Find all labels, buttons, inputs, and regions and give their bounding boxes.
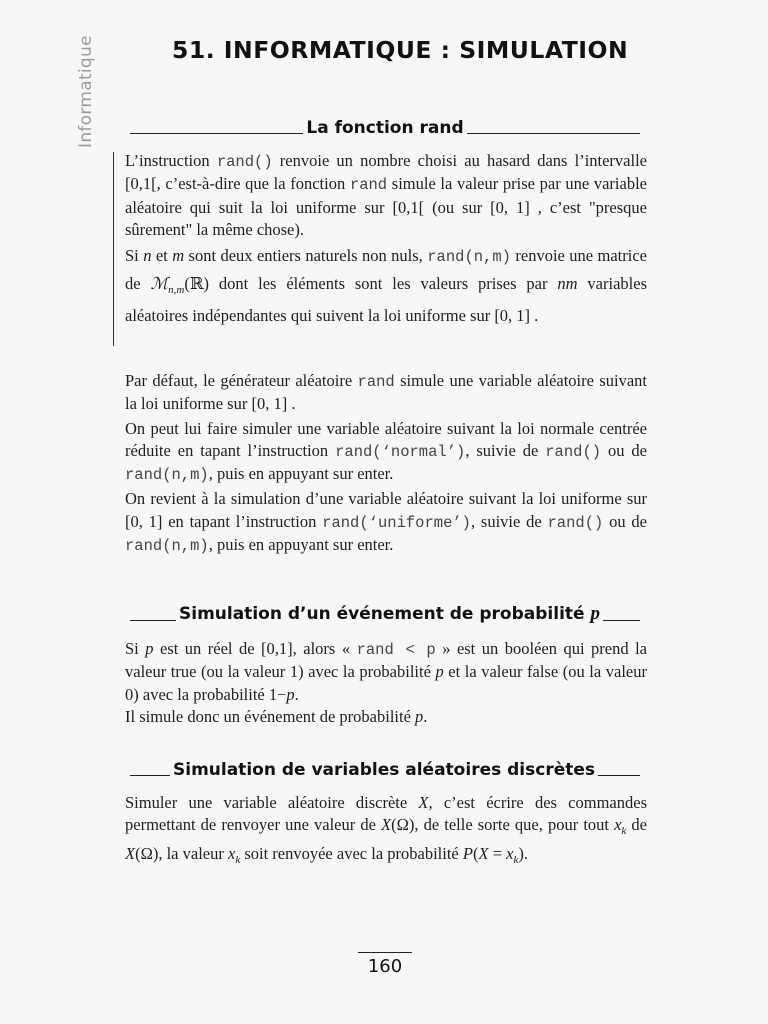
heading-text: Simulation d’un événement de probabilité p bbox=[179, 603, 600, 624]
paragraph: Si p est un réel de [0,1], alors « rand < p » est un booléen qui prend la valeur true (ou la valeur 1) avec la probabilité p et la valeur false (ou la valeur 0) avec la probabilité 1−p. bbox=[125, 639, 647, 704]
margin-rule bbox=[113, 152, 114, 346]
paragraph: L’instruction rand() renvoie un nombre choisi au hasard dans l’intervalle [0,1[, c’est-à-dire que la fonction rand simule la valeur prise par une variable aléatoire qui suit la loi uniforme sur [0,1[ (ou sur [0, 1] , c’est "presque sûrement" la même chose). bbox=[125, 151, 647, 239]
event-section-text bbox=[125, 638, 647, 728]
code-inline: rand() bbox=[545, 442, 602, 461]
code-inline: rand() bbox=[547, 513, 604, 532]
generator-text bbox=[125, 370, 647, 557]
paragraph: Si n et m sont deux entiers naturels non nuls, rand(n,m) renvoie une matrice de ℳ$_{n,m}$(ℝ) dont les éléments sont les valeurs prises par nm variables aléatoires indépendantes qui suivent la loi uniforme sur [0, 1] . bbox=[125, 246, 647, 326]
code-inline: rand bbox=[349, 176, 388, 195]
code-inline: rand(n,m) bbox=[125, 537, 209, 556]
heading-rule-right bbox=[603, 620, 640, 621]
rand-section-text bbox=[125, 150, 647, 330]
code-inline: rand(n,m) bbox=[125, 466, 209, 485]
section-heading-event bbox=[130, 601, 640, 625]
heading-rule-left bbox=[130, 775, 170, 776]
side-tab-label: Informatique bbox=[76, 35, 96, 148]
section-heading-discrete bbox=[130, 756, 640, 780]
code-inline: rand(n,m) bbox=[427, 248, 511, 267]
paragraph: On revient à la simulation d’une variable aléatoire suivant la loi uniforme sur [0, 1] en tapant l’instruction rand(‘uniforme’), suivie de rand() ou de rand(n,m), puis en appuyant sur enter. bbox=[125, 489, 647, 556]
code-inline: rand bbox=[357, 373, 395, 391]
heading-text: La fonction rand bbox=[306, 118, 464, 138]
heading-rule-right bbox=[467, 133, 640, 134]
heading-rule-right bbox=[598, 775, 640, 776]
paragraph: Simuler une variable aléatoire discrète X, c’est écrire des commandes permettant de renvoyer une valeur de X(Ω), de telle sorte que, pour tout $x_k$ de X(Ω), la valeur $x_k$ soit renvoyée avec la probabilité $P(X = x_k)$. bbox=[125, 793, 647, 866]
matrix-space-symbol: ℳ bbox=[150, 273, 169, 293]
page-number: 160 bbox=[358, 952, 412, 977]
code-inline: rand() bbox=[216, 153, 273, 171]
section-heading-rand bbox=[130, 114, 640, 138]
heading-text: Simulation de variables aléatoires discrètes bbox=[173, 760, 596, 780]
heading-rule-left bbox=[130, 133, 303, 134]
discrete-section-text bbox=[125, 792, 647, 871]
chapter-title: 51. INFORMATIQUE : SIMULATION bbox=[172, 36, 629, 64]
heading-rule-left bbox=[130, 620, 176, 621]
code-inline: rand < p bbox=[356, 641, 436, 659]
code-inline: rand(‘uniforme’) bbox=[322, 513, 471, 532]
paragraph: Il simule donc un événement de probabilité p. bbox=[125, 706, 428, 726]
code-inline: rand(‘normal’) bbox=[335, 442, 466, 461]
paragraph: On peut lui faire simuler une variable aléatoire suivant la loi normale centrée réduite en tapant l’instruction rand(‘normal’), suivie de rand() ou de rand(n,m), puis en appuyant sur enter. bbox=[125, 418, 648, 485]
paragraph: Par défaut, le générateur aléatoire rand simule une variable aléatoire suivant la loi uniforme sur [0, 1] . bbox=[125, 371, 647, 414]
